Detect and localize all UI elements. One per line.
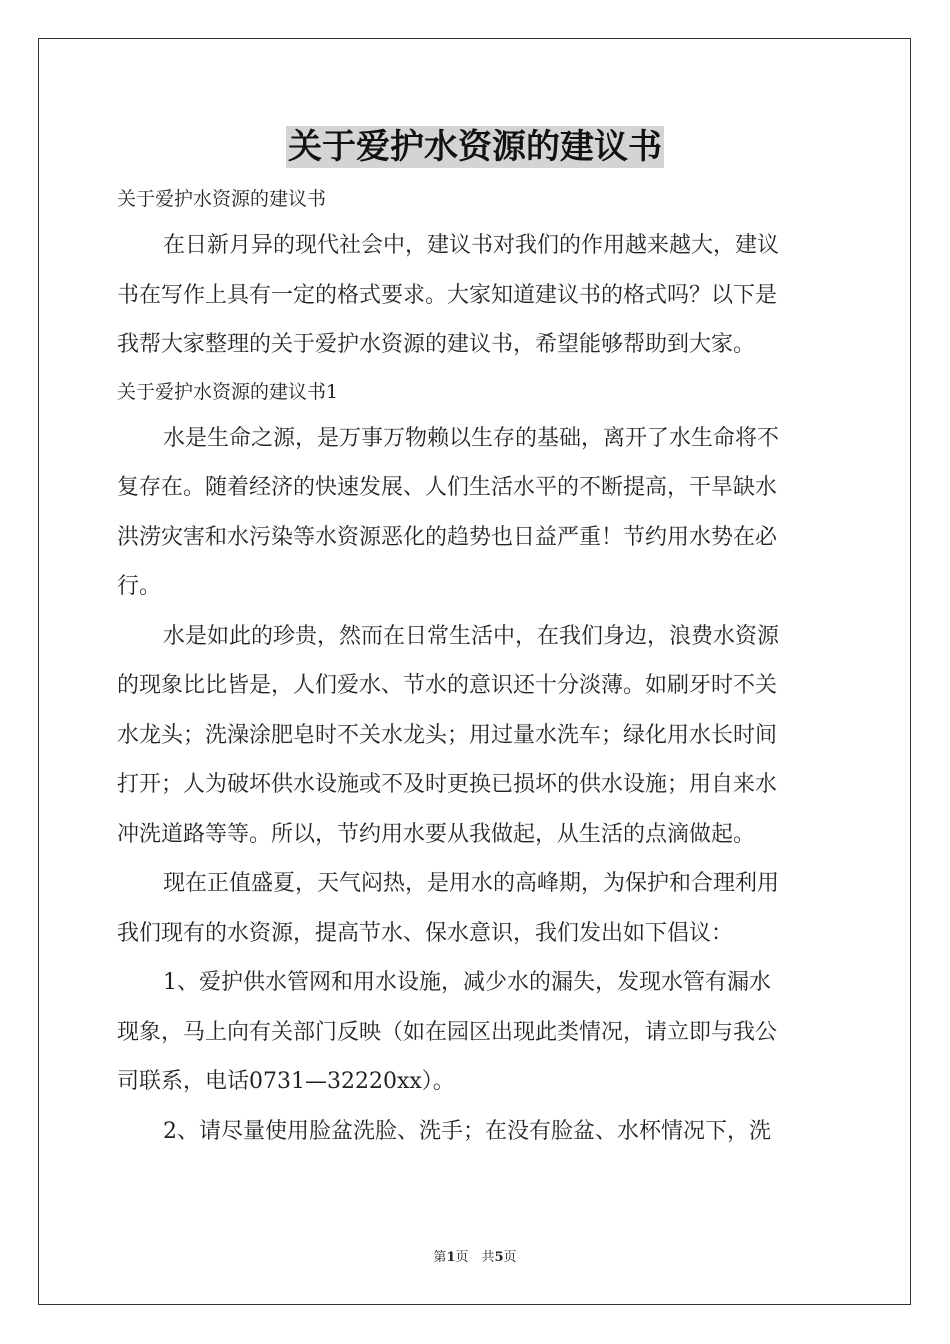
paragraph-line: 我帮大家整理的关于爱护水资源的建议书，希望能够帮助到大家。: [117, 332, 756, 357]
page-prefix: 第: [433, 1250, 447, 1265]
paragraph-line: 水是如此的珍贵，然而在日常生活中，在我们身边，浪费水资源: [163, 623, 780, 649]
paragraph-line: 2、请尽量使用脸盆洗脸、洗手；在没有脸盆、水杯情况下，洗: [163, 1118, 771, 1144]
paragraph-line: 行。: [117, 574, 162, 599]
paragraph-line: 书在写作上具有一定的格式要求。大家知道建议书的格式吗？以下是: [117, 282, 778, 308]
title-container: [0, 126, 950, 168]
paragraph-line: 现象，马上向有关部门反映（如在园区出现此类情况，请立即与我公: [117, 1019, 778, 1045]
paragraph-line: 冲洗道路等等。所以，节约用水要从我做起，从生活的点滴做起。: [117, 821, 756, 847]
paragraph-line: 1、爱护供水管网和用水设施，减少水的漏失，发现水管有漏水: [163, 970, 771, 995]
paragraph-line: 我们现有的水资源，提高节水、保水意识，我们发出如下倡议：: [117, 920, 734, 946]
paragraph-line: 司联系，电话0731—32220xx）。: [117, 1069, 455, 1094]
paragraph-1: [117, 414, 835, 612]
page-footer: [0, 1246, 950, 1265]
paragraph-line: 现在正值盛夏，天气闷热，是用水的高峰期，为保护和合理利用: [163, 871, 780, 896]
paragraph-2: [117, 612, 835, 860]
page-total: 5: [494, 1250, 504, 1265]
paragraph-4: [117, 958, 835, 1107]
paragraph-5: [117, 1107, 835, 1157]
subtitle: 关于爱护水资源的建议书: [117, 188, 327, 210]
page-suffix: 页: [503, 1250, 517, 1265]
document-title: 关于爱护水资源的建议书: [288, 127, 662, 167]
page-current: 1: [446, 1250, 456, 1265]
paragraph-line: 打开；人为破坏供水设施或不及时更换已损坏的供水设施；用自来水: [117, 772, 778, 797]
paragraph-line: 水是生命之源，是万事万物赖以生存的基础，离开了水生命将不: [163, 425, 780, 451]
paragraph-line: 的现象比比皆是，人们爱水、节水的意识还十分淡薄。如刷牙时不关: [117, 673, 778, 698]
paragraph-line: 水龙头；洗澡涂肥皂时不关水龙头；用过量水洗车；绿化用水长时间: [117, 722, 778, 748]
paragraph-line: 在日新月异的现代社会中，建议书对我们的作用越来越大，建议: [163, 233, 780, 258]
page-mid: 页 共: [455, 1250, 495, 1265]
document-body: [117, 177, 835, 1156]
paragraph-line: 洪涝灾害和水污染等水资源恶化的趋势也日益严重！节约用水势在必: [117, 524, 778, 550]
paragraph-intro: [117, 221, 835, 370]
paragraph-3: [117, 859, 835, 958]
section-heading: 关于爱护水资源的建议书1: [117, 380, 339, 403]
paragraph-line: 复存在。随着经济的快速发展、人们生活水平的不断提高，干旱缺水: [117, 475, 778, 500]
